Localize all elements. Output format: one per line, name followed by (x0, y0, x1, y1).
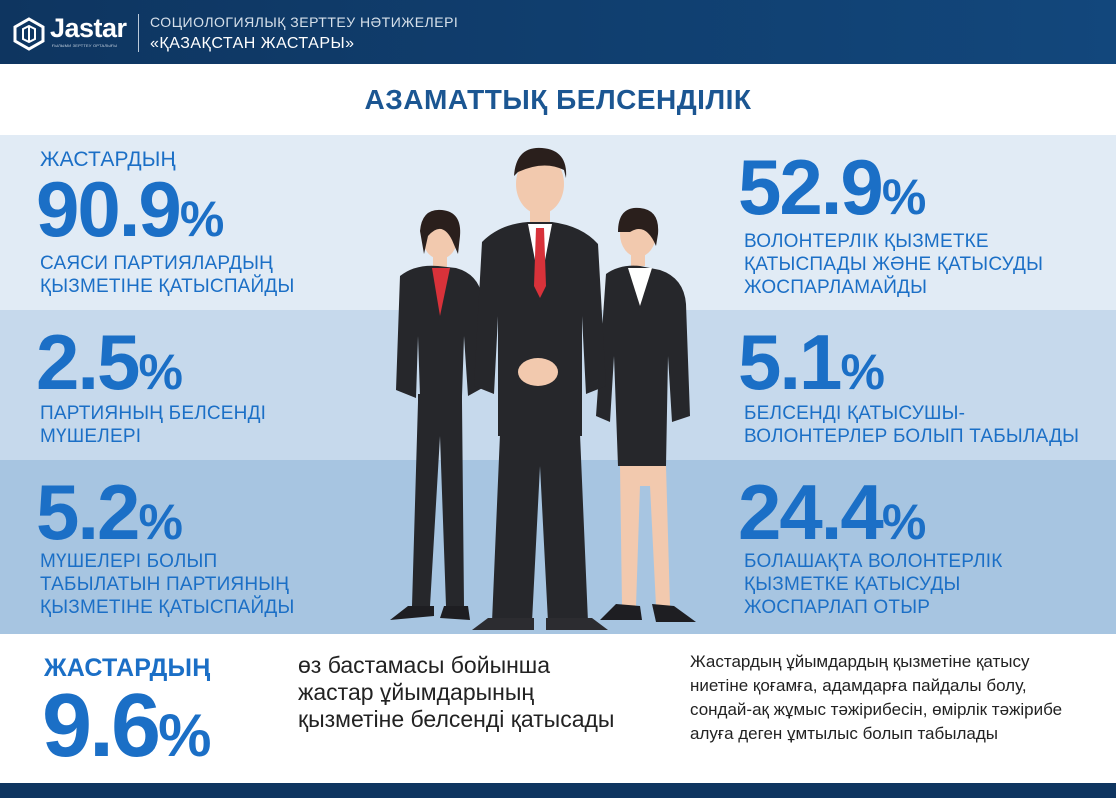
stat-value (36, 468, 183, 556)
stat-label-line: ВОЛОНТЕРЛІК ҚЫЗМЕТКЕ (744, 231, 989, 252)
woman-right-figure (596, 208, 696, 622)
stat-unit: % (881, 494, 927, 550)
stat-label-line: БОЛАШАҚТА ВОЛОНТЕРЛІК (744, 551, 1003, 572)
stat-label (744, 402, 1079, 448)
footer-prefix: ЖАСТАРДЫҢ (44, 654, 211, 682)
header-line-2: «ҚАЗАҚСТАН ЖАСТАРЫ» (150, 35, 355, 52)
stat-label (40, 550, 295, 619)
stat-number: 24.4 (738, 468, 882, 556)
page-title: АЗАМАТТЫҚ БЕЛСЕНДІЛІК (364, 84, 752, 115)
stat-value (36, 165, 225, 253)
stat-label (744, 550, 1003, 619)
stat-label-line: ЖОСПАРЛАМАЙДЫ (744, 277, 928, 298)
stat-unit: % (138, 344, 183, 400)
header-line-1: СОЦИОЛОГИЯЛЫҚ ЗЕРТТЕУ НӘТИЖЕЛЕРІ (150, 14, 459, 30)
footer-value (42, 676, 212, 776)
stat-label-line: ВОЛОНТЕРЛЕР БОЛЫП ТАБЫЛАДЫ (744, 426, 1080, 447)
woman-left-figure (390, 210, 486, 620)
footer-middle-text: өз бастамасы бойынша жастар ұйымдарының қызметіне белсенді қатысады (298, 652, 615, 732)
header-divider (138, 14, 139, 52)
stat-label-line: ҚЫЗМЕТІНЕ ҚАТЫСПАЙДЫ (40, 276, 295, 297)
footer-number: 9.6 (42, 676, 159, 776)
stat-label-line: ҚЫЗМЕТКЕ ҚАТЫСУДЫ (744, 574, 961, 595)
stat-label (40, 252, 295, 298)
stat-label-line: МҮШЕЛЕРІ БОЛЫП (40, 551, 218, 572)
bottom-bar (0, 783, 1116, 798)
footer-unit: % (158, 702, 212, 769)
stat-value (36, 318, 183, 406)
stat-label-line: БЕЛСЕНДІ ҚАТЫСУШЫ- (744, 403, 966, 424)
stat-label-line: ЖОСПАРЛАП ОТЫР (744, 597, 931, 618)
stat-label-line: ҚЫЗМЕТІНЕ ҚАТЫСПАЙДЫ (40, 597, 295, 618)
stat-number: 5.1 (738, 318, 841, 406)
stat-label-line: САЯСИ ПАРТИЯЛАРДЫҢ (40, 253, 274, 274)
stat-value (738, 468, 927, 556)
stat-number: 5.2 (36, 468, 139, 556)
stat-label-line: ТАБЫЛАТЫН ПАРТИЯНЫҢ (40, 574, 290, 595)
stat-label-line: МҮШЕЛЕРІ (40, 426, 142, 447)
man-center-figure (472, 148, 608, 630)
stat-number: 52.9 (738, 143, 882, 231)
stat-unit: % (840, 344, 885, 400)
stat-unit: % (881, 169, 927, 225)
stat-label (40, 402, 266, 448)
stat-unit: % (179, 191, 225, 247)
business-people-illustration (360, 136, 760, 636)
stat-unit: % (138, 494, 183, 550)
stat-prefix: ЖАСТАРДЫҢ (40, 148, 176, 171)
brand-subtitle: ҒЫЛЫМИ ЗЕРТТЕУ ОРТАЛЫҒЫ (52, 43, 118, 48)
stat-number: 90.9 (36, 165, 180, 253)
stat-value (738, 143, 927, 231)
footer-right-text: Жастардың ұйымдардың қызметіне қатысу ниетіне қоғамға, адамдарға пайдалы болу, сондай-ақ жұмыс тәжірибесін, өмірлік тәжірибе алуға деген ұмтылыс болып табылады (690, 652, 1063, 743)
stat-label-line: ПАРТИЯНЫҢ БЕЛСЕНДІ (40, 403, 267, 424)
stat-label-line: ҚАТЫСПАДЫ ЖӘНЕ ҚАТЫСУДЫ (744, 254, 1044, 275)
header-bar (0, 0, 1116, 64)
stat-value (738, 318, 885, 406)
jastar-logo-icon (12, 17, 46, 51)
stat-label (744, 230, 1043, 299)
stat-number: 2.5 (36, 318, 139, 406)
brand-name: Jastar (50, 13, 127, 43)
